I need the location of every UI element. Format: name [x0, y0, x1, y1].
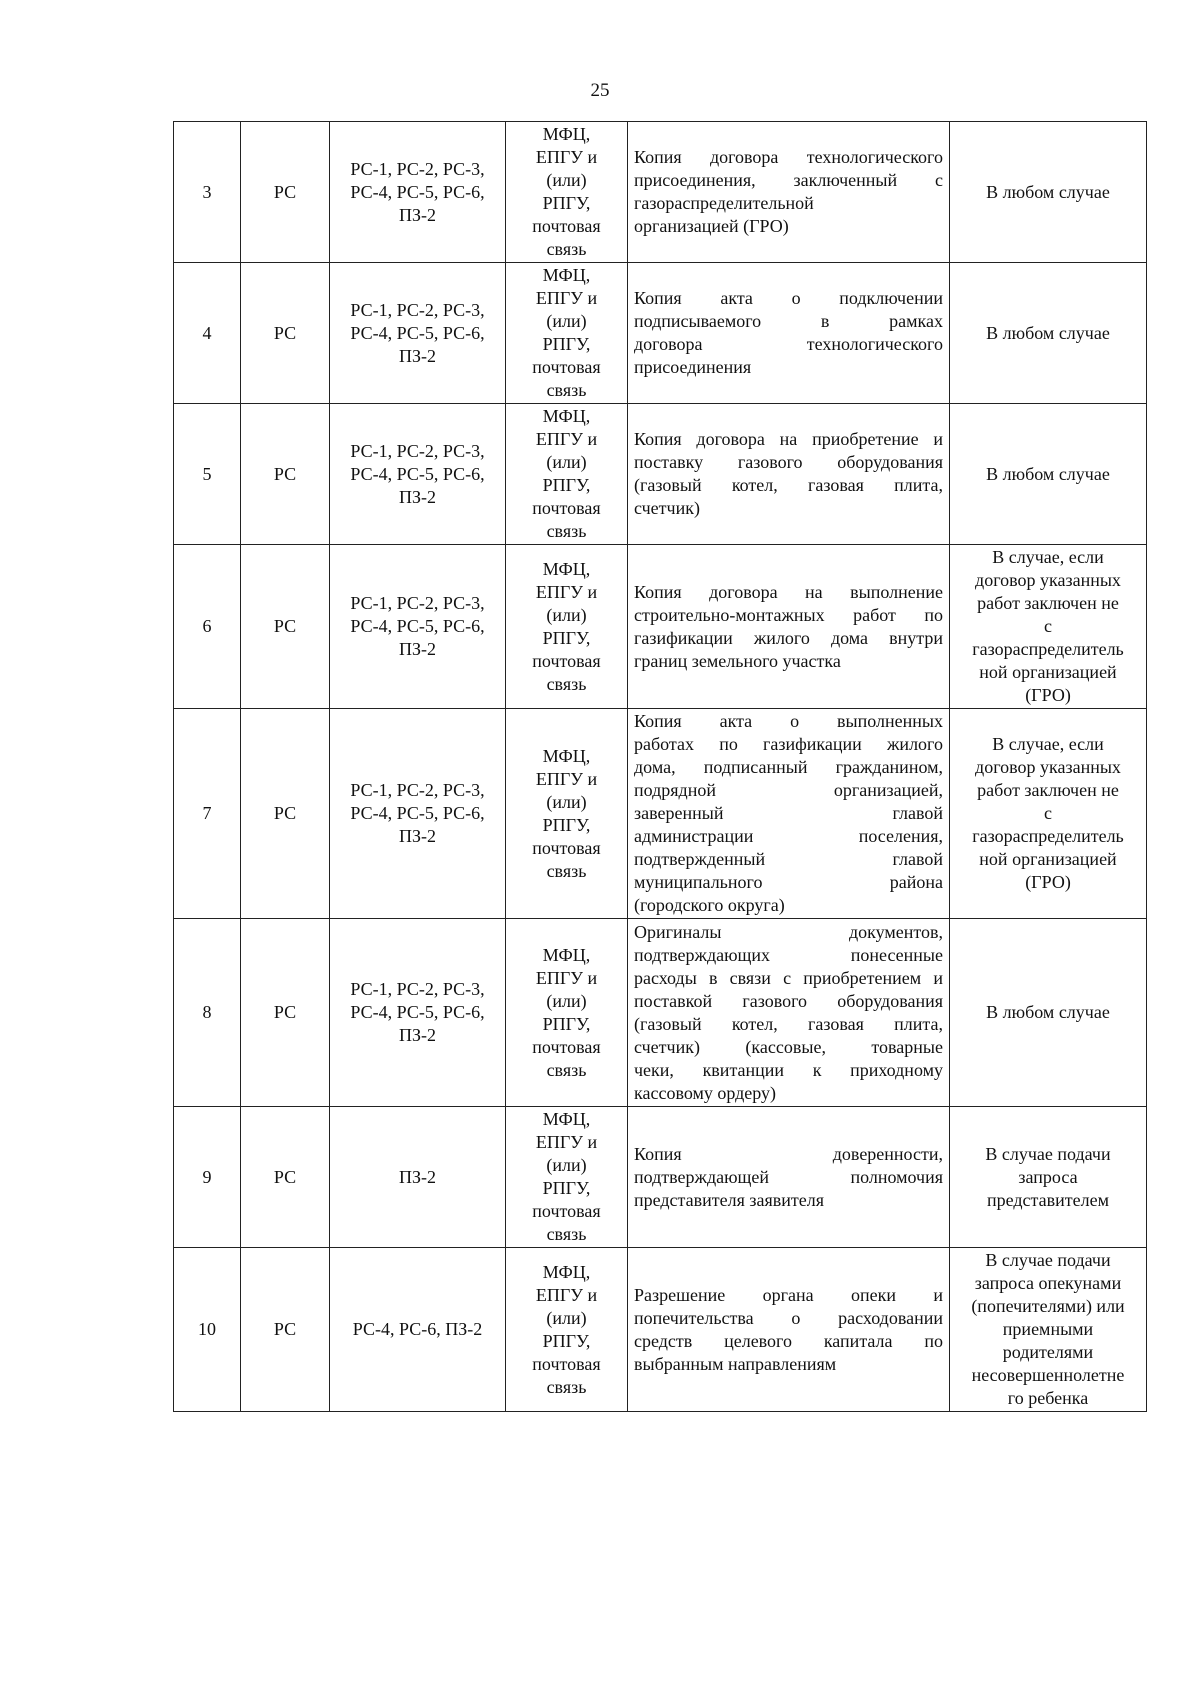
codes-cell	[330, 263, 506, 404]
document-cell	[628, 919, 950, 1107]
codes-cell-line: РС-1, РС-2, РС-3,	[350, 158, 485, 179]
document-cell-line: администрации поселения,	[634, 826, 943, 846]
codes-cell-line: ПЗ-2	[398, 486, 436, 507]
document-cell-line: присоединения	[634, 357, 752, 377]
document-cell-line: заверенный главой	[634, 803, 943, 823]
document-cell-line: муниципального района	[634, 872, 943, 892]
document-cell	[628, 404, 950, 545]
document-cell-line: подписываемого в рамках	[634, 311, 943, 331]
condition-cell-line: с	[1044, 803, 1052, 823]
document-cell-line: газификации жилого дома внутри	[634, 627, 943, 648]
document-cell	[628, 545, 950, 709]
condition-cell-line: работ заключен не	[977, 780, 1119, 800]
document-cell	[628, 263, 950, 404]
codes-cell-line: ПЗ-2	[398, 639, 436, 659]
channel-cell-line: связь	[546, 1059, 587, 1080]
row-type-cell: РС	[241, 709, 330, 919]
document-cell-line: подтверждающей полномочия	[634, 1166, 943, 1187]
document-cell-line: выбранным направлениям	[634, 1353, 837, 1374]
documents-table-body	[174, 122, 1147, 1412]
condition-cell-line: (попечителями) или	[971, 1296, 1125, 1316]
condition-cell-line: В случае, если	[992, 734, 1104, 754]
channel-cell-line: РПГУ,	[542, 1330, 591, 1351]
row-type-cell: РС	[241, 122, 330, 263]
channel-cell	[506, 545, 628, 709]
channel-cell-line: почтовая	[532, 650, 601, 671]
row-number-cell: 6	[174, 545, 241, 709]
condition-cell	[950, 1248, 1147, 1412]
channel-cell-line: ЕПГУ и	[535, 768, 598, 789]
condition-cell-line: газораспределитель	[972, 826, 1124, 846]
channel-cell-line: почтовая	[532, 498, 601, 518]
channel-cell-line: ЕПГУ и	[535, 288, 598, 308]
table-row	[174, 545, 1147, 709]
document-cell-line: газораспределительной	[634, 193, 814, 213]
row-number-cell: 4	[174, 263, 241, 404]
table-row	[174, 709, 1147, 919]
table-row	[174, 1248, 1147, 1412]
channel-cell-line: РПГУ,	[542, 814, 591, 835]
condition-cell-line: несовершеннолетне	[971, 1365, 1125, 1385]
codes-cell	[330, 709, 506, 919]
document-cell-line: поставкой газового оборудования	[634, 990, 943, 1011]
channel-cell	[506, 404, 628, 545]
channel-cell-line: почтовая	[532, 837, 601, 858]
channel-cell	[506, 919, 628, 1107]
condition-cell-line: приемными	[1002, 1319, 1094, 1339]
condition-cell	[950, 709, 1147, 919]
row-type-cell: РС	[241, 263, 330, 404]
channel-cell-line: МФЦ,	[542, 406, 591, 426]
channel-cell-line: РПГУ,	[542, 627, 591, 648]
channel-cell-line: РПГУ,	[542, 334, 591, 354]
channel-cell-line: (или)	[546, 170, 587, 190]
channel-cell-line: МФЦ,	[542, 944, 591, 965]
condition-cell	[950, 545, 1147, 709]
codes-cell-line: РС-4, РС-5, РС-6,	[350, 803, 485, 823]
document-cell-line: представителя заявителя	[634, 1189, 824, 1210]
document-cell-line: строительно-монтажных работ по	[634, 604, 943, 625]
channel-cell-line: почтовая	[532, 357, 601, 377]
channel-cell-line: РПГУ,	[542, 193, 591, 213]
channel-cell-line: ЕПГУ и	[535, 429, 598, 449]
channel-cell-line: МФЦ,	[542, 265, 591, 285]
channel-cell-line: (или)	[546, 1155, 587, 1175]
condition-cell-line: го ребенка	[1007, 1388, 1089, 1408]
document-cell-line: границ земельного участка	[634, 650, 841, 671]
condition-cell-line: запроса опекунами	[974, 1273, 1122, 1293]
document-cell-line: Копия акта о подключении	[634, 288, 943, 308]
channel-cell-line: связь	[546, 521, 587, 541]
channel-cell-line: связь	[546, 239, 587, 259]
document-cell-line: (газовый котел, газовая плита,	[634, 1013, 943, 1034]
row-type-cell: РС	[241, 404, 330, 545]
document-cell-line: Копия договора технологического	[634, 147, 943, 167]
codes-cell-line: ПЗ-2	[398, 1025, 436, 1045]
condition-cell-line: (ГРО)	[1025, 872, 1071, 892]
channel-cell-line: ЕПГУ и	[535, 1284, 598, 1305]
condition-cell-line: договор указанных	[975, 757, 1121, 777]
document-cell-line: средств целевого капитала по	[634, 1330, 943, 1351]
codes-cell-line: РС-1, РС-2, РС-3,	[350, 979, 485, 999]
document-cell-line: счетчик)	[634, 498, 700, 518]
condition-cell-line: В любом случае	[986, 322, 1110, 343]
document-cell-line: Копия договора на выполнение	[634, 581, 943, 602]
table-row	[174, 1107, 1147, 1248]
document-cell-line: Оригиналы документов,	[634, 921, 943, 942]
channel-cell-line: ЕПГУ и	[535, 581, 598, 602]
document-cell-line: (городского округа)	[634, 895, 785, 915]
codes-cell-line: РС-1, РС-2, РС-3,	[350, 593, 485, 613]
channel-cell-line: ЕПГУ и	[535, 1132, 598, 1152]
document-cell	[628, 709, 950, 919]
table-row	[174, 404, 1147, 545]
condition-cell-line: В любом случае	[986, 463, 1110, 484]
channel-cell-line: МФЦ,	[542, 745, 591, 766]
table-row	[174, 263, 1147, 404]
document-cell-line: расходы в связи с приобретением и	[634, 967, 943, 988]
channel-cell-line: почтовая	[532, 1036, 601, 1057]
condition-cell	[950, 1107, 1147, 1248]
row-number-cell: 3	[174, 122, 241, 263]
channel-cell-line: почтовая	[532, 216, 601, 236]
codes-cell	[330, 545, 506, 709]
channel-cell-line: (или)	[546, 452, 587, 472]
channel-cell-line: МФЦ,	[542, 1261, 591, 1282]
codes-cell-line: ПЗ-2	[398, 1166, 436, 1187]
table-row	[174, 122, 1147, 263]
document-cell-line: поставку газового оборудования	[634, 452, 943, 472]
document-cell-line: организацией (ГРО)	[634, 216, 789, 236]
codes-cell-line: ПЗ-2	[398, 204, 436, 225]
condition-cell	[950, 263, 1147, 404]
condition-cell-line: ной организацией	[979, 849, 1117, 869]
codes-cell-line: РС-4, РС-5, РС-6,	[350, 616, 485, 636]
condition-cell-line: запроса	[1018, 1166, 1078, 1187]
document-cell-line: работах по газификации жилого	[634, 734, 943, 754]
channel-cell-line: РПГУ,	[542, 1013, 591, 1034]
condition-cell	[950, 919, 1147, 1107]
documents-table	[173, 121, 1147, 1412]
condition-cell-line: В любом случае	[986, 181, 1110, 202]
codes-cell	[330, 404, 506, 545]
channel-cell	[506, 1248, 628, 1412]
row-type-cell: РС	[241, 545, 330, 709]
condition-cell-line: представителем	[987, 1189, 1109, 1210]
channel-cell-line: (или)	[546, 311, 587, 331]
channel-cell	[506, 1107, 628, 1248]
codes-cell	[330, 1107, 506, 1248]
row-number-cell: 7	[174, 709, 241, 919]
row-number-cell: 8	[174, 919, 241, 1107]
document-cell-line: (газовый котел, газовая плита,	[634, 475, 943, 495]
document-cell-line: договора технологического	[634, 334, 943, 354]
channel-cell-line: связь	[546, 673, 587, 694]
condition-cell-line: договор указанных	[975, 570, 1121, 590]
channel-cell-line: (или)	[546, 791, 587, 812]
document-cell-line: Копия договора на приобретение и	[634, 429, 943, 449]
codes-cell	[330, 919, 506, 1107]
document-cell-line: кассовому ордеру)	[634, 1082, 777, 1103]
document-cell	[628, 1248, 950, 1412]
document-cell-line: присоединения, заключенный с	[634, 170, 943, 190]
condition-cell-line: В случае подачи	[985, 1143, 1111, 1164]
channel-cell-line: почтовая	[532, 1201, 601, 1221]
condition-cell-line: газораспределитель	[972, 639, 1124, 659]
channel-cell-line: связь	[546, 1376, 587, 1397]
channel-cell	[506, 263, 628, 404]
channel-cell-line: (или)	[546, 990, 587, 1011]
codes-cell-line: РС-4, РС-5, РС-6,	[350, 322, 485, 343]
codes-cell	[330, 122, 506, 263]
codes-cell-line: РС-4, РС-5, РС-6,	[350, 1002, 485, 1022]
document-cell-line: подтверждающих понесенные	[634, 944, 943, 965]
codes-cell-line: РС-1, РС-2, РС-3,	[350, 780, 485, 800]
document-cell-line: дома, подписанный гражданином,	[634, 757, 943, 777]
row-number-cell: 5	[174, 404, 241, 545]
channel-cell-line: РПГУ,	[542, 475, 591, 495]
document-cell-line: Копия доверенности,	[634, 1143, 943, 1164]
document-cell-line: Копия акта о выполненных	[634, 711, 943, 731]
channel-cell-line: связь	[546, 380, 587, 400]
channel-cell	[506, 122, 628, 263]
channel-cell-line: ЕПГУ и	[535, 967, 598, 988]
document-cell-line: подрядной организацией,	[634, 780, 943, 800]
document-cell	[628, 122, 950, 263]
condition-cell-line: работ заключен не	[977, 593, 1119, 613]
row-type-cell: РС	[241, 1107, 330, 1248]
condition-cell-line: В любом случае	[986, 1002, 1110, 1022]
document-cell-line: чеки, квитанции к приходному	[634, 1059, 943, 1080]
row-type-cell: РС	[241, 1248, 330, 1412]
channel-cell-line: ЕПГУ и	[535, 147, 598, 167]
row-number-cell: 10	[174, 1248, 241, 1412]
codes-cell-line: РС-1, РС-2, РС-3,	[350, 299, 485, 320]
document-cell	[628, 1107, 950, 1248]
document-cell-line: счетчик) (кассовые, товарные	[634, 1036, 943, 1057]
channel-cell	[506, 709, 628, 919]
condition-cell-line: ной организацией	[979, 662, 1117, 682]
codes-cell	[330, 1248, 506, 1412]
codes-cell-line: РС-1, РС-2, РС-3,	[350, 440, 485, 461]
codes-cell-line: ПЗ-2	[398, 826, 436, 846]
codes-cell-line: ПЗ-2	[398, 345, 436, 366]
codes-cell-line: РС-4, РС-6, ПЗ-2	[352, 1319, 483, 1339]
channel-cell-line: МФЦ,	[542, 124, 591, 144]
channel-cell-line: (или)	[546, 1307, 587, 1328]
channel-cell-line: МФЦ,	[542, 558, 591, 579]
condition-cell	[950, 404, 1147, 545]
channel-cell-line: (или)	[546, 604, 587, 625]
channel-cell-line: почтовая	[532, 1353, 601, 1374]
codes-cell-line: РС-4, РС-5, РС-6,	[350, 181, 485, 202]
channel-cell-line: МФЦ,	[542, 1109, 591, 1129]
condition-cell-line: В случае подачи	[985, 1250, 1111, 1270]
row-number-cell: 9	[174, 1107, 241, 1248]
row-type-cell: РС	[241, 919, 330, 1107]
channel-cell-line: связь	[546, 1224, 587, 1244]
document-cell-line: попечительства о расходовании	[634, 1307, 943, 1328]
page-number: 25	[590, 80, 610, 101]
channel-cell-line: РПГУ,	[542, 1178, 591, 1198]
channel-cell-line: связь	[546, 860, 587, 881]
document-cell-line: подтвержденный главой	[634, 849, 943, 869]
codes-cell-line: РС-4, РС-5, РС-6,	[350, 463, 485, 484]
condition-cell-line: В случае, если	[992, 547, 1104, 567]
condition-cell-line: (ГРО)	[1025, 685, 1071, 705]
condition-cell-line: родителями	[1002, 1342, 1094, 1362]
condition-cell-line: с	[1044, 616, 1052, 636]
document-cell-line: Разрешение органа опеки и	[634, 1284, 943, 1305]
table-row	[174, 919, 1147, 1107]
condition-cell	[950, 122, 1147, 263]
